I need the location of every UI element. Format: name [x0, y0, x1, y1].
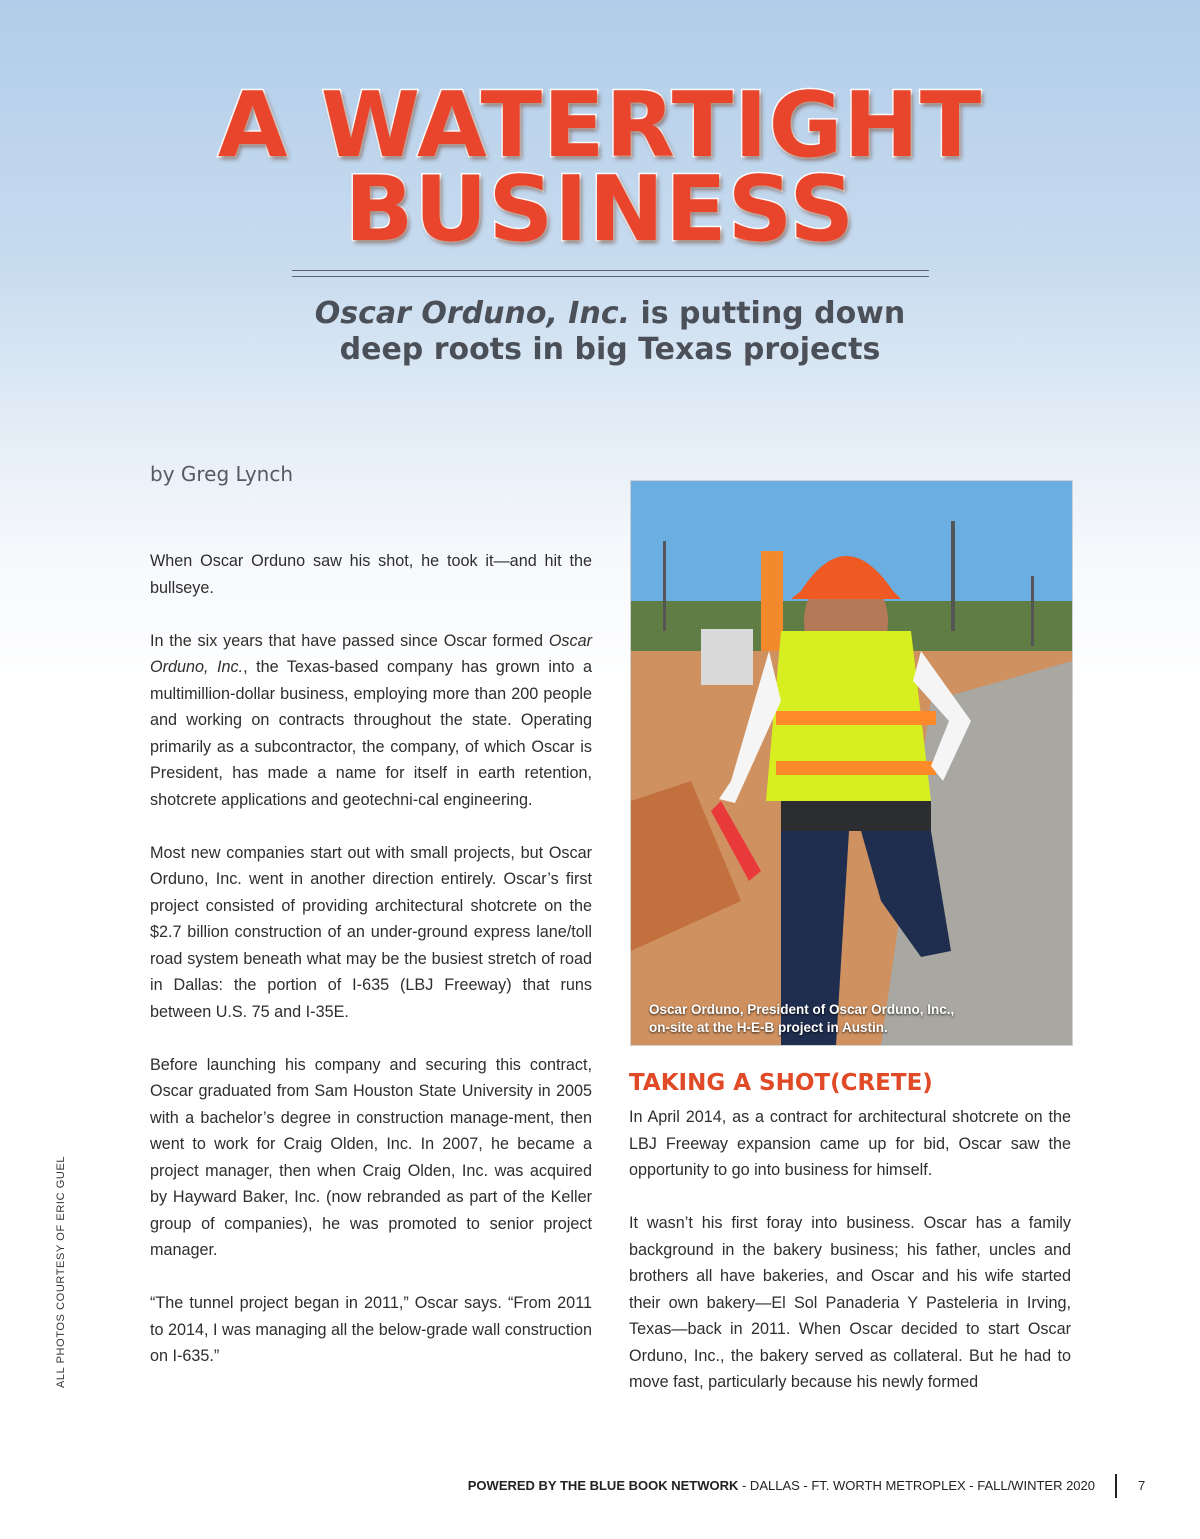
footer [468, 1478, 1095, 1493]
headline-line-1: A WATERTIGHT [217, 73, 983, 178]
title-divider-bottom [292, 276, 929, 277]
photo-illustration [631, 481, 1072, 1045]
paragraph-5: “The tunnel project began in 2011,” Oscar says. “From 2011 to 2014, I was managing all the below-grade wall construction on I-635.” [150, 1294, 592, 1365]
section-heading: TAKING A SHOT(CRETE) [629, 1070, 933, 1096]
subtitle-rest: is putting down [630, 296, 906, 331]
paragraph-3: Most new companies start out with small projects, but Oscar Orduno, Inc. went in another direction entirely. Oscar’s first project consisted of providing architectural shotcrete on the $2.7 billion construction of an under-ground express lane/toll road system beneath what may be the busiest stretch of road in Dallas: the portion of I-635 (LBJ Freeway) that runs between U.S. 75 and I-35E. [150, 843, 592, 1021]
paragraph-1: When Oscar Orduno saw his shot, he took it—and hit the bullseye. [150, 552, 592, 597]
subtitle [200, 296, 1020, 368]
paragraph-2-company: Oscar Orduno, Inc. [150, 631, 592, 676]
photo-credit: ALL PHOTOS COURTESY OF ERIC GUEL [55, 1155, 67, 1388]
paragraph-2-start: In the six years that have passed since Oscar formed [150, 631, 549, 650]
paragraph-2 [150, 628, 592, 814]
title-divider-top [292, 270, 929, 271]
right-column [629, 1104, 1071, 1422]
caption-line-1: Oscar Orduno, President of Oscar Orduno, Inc., [649, 1002, 955, 1017]
footer-brand: POWERED BY THE BLUE BOOK NETWORK [467, 1478, 739, 1493]
left-column [150, 548, 592, 1396]
caption-line-2: on-site at the H-E-B project in Austin. [649, 1020, 888, 1035]
feature-photo [630, 480, 1073, 1046]
footer-details: - DALLAS - FT. WORTH METROPLEX - FALL/WINTER 2020 [738, 1478, 1095, 1493]
headline-line-2: BUSINESS [344, 157, 856, 262]
paragraph-4: Before launching his company and securing this contract, Oscar graduated from Sam Houston State University in 2005 with a bachelor’s degree in construction manage-ment, then went to work for Craig Olden, Inc. In 2007, he became a project manager, then when Craig Olden, Inc. was acquired by Hayward Baker, Inc. (now rebranded as part of the Keller group of companies), he was promoted to senior project manager. [150, 1055, 592, 1259]
subtitle-company: Oscar Orduno, Inc. [314, 296, 630, 331]
footer-divider [1115, 1474, 1117, 1498]
section-paragraph-1: In April 2014, as a contract for architectural shotcrete on the LBJ Freeway expansion came up for bid, Oscar saw the opportunity to go into business for himself. [629, 1108, 1071, 1179]
page-number: 7 [1138, 1478, 1146, 1493]
paragraph-2-rest: , the Texas-based company has grown into a multimillion-dollar business, employing more than 200 people and working on contracts throughout the state. Operating primarily as a subcontractor, the company, of which Oscar is President, has made a name for itself in earth retention, shotcrete applications and geotechni-cal engineering. [150, 658, 592, 809]
photo-caption [649, 1001, 954, 1037]
byline: by Greg Lynch [150, 462, 294, 486]
section-paragraph-2: It wasn’t his first foray into business. Oscar has a family background in the bakery business; his father, uncles and brothers all have bakeries, and Oscar and his wife started their own bakery—El Sol Panaderia Y Pasteleria in Irving, Texas—back in 2011. When Oscar decided to start Oscar Orduno, Inc., the bakery served as collateral. But he had to move fast, particularly because his newly formed [629, 1214, 1071, 1391]
subtitle-line-2: deep roots in big Texas projects [339, 332, 881, 367]
